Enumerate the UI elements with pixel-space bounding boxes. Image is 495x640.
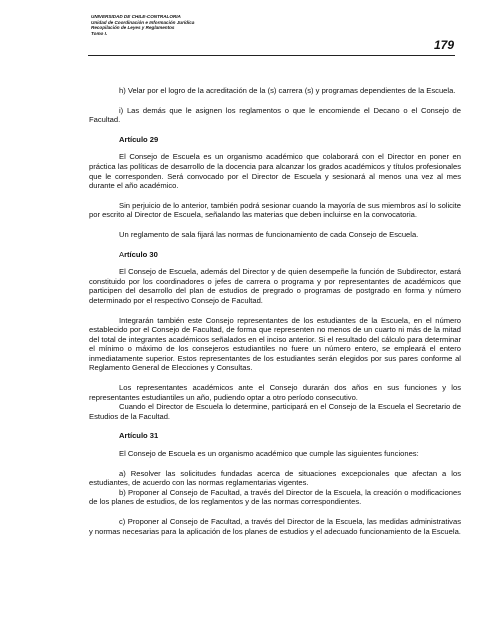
page-number: 179 [433, 38, 454, 52]
header-volume: Tomo I. [91, 30, 108, 36]
document-body [89, 86, 461, 546]
paragraph-c: c) Proponer al Consejo de Facultad, a través del Director de la Escuela, las medidas administrativas y normas necesarias para la aplicación de los planes de estudios y el adecuado funcionamiento de la Escuela. [89, 517, 461, 536]
paragraph: El Consejo de Escuela, además del Director y de quien desempeñe la función de Subdirector, estará constituido por los coordinadores o jefes de carrera o programa y por representantes de académicos que participen del desarrollo del plan de estudios de pregrado o programas de postgrado en forma y número determinado por el respectivo Consejo de Facultad. [89, 267, 461, 305]
header-rule [88, 55, 455, 56]
paragraph: Sin perjuicio de lo anterior, también podrá sesionar cuando la mayoría de sus miembros así lo solicite por escrito al Director de Escuela, señalando las materias que deben incluirse en la convocatoria. [89, 200, 461, 220]
running-header [91, 14, 194, 36]
paragraph: El Consejo de Escuela es un organismo académico que colaborará con el Director en poner en práctica las políticas de desarrollo de la docencia para alcanzar los grados académicos y títulos profesionales que le corresponden. Será convocado por el Director de Escuela y sesionará al menos una vez al mes durante el año académico. [89, 152, 461, 191]
paragraph-b: b) Proponer al Consejo de Facultad, a través del Director de la Escuela, la creación o modificaciones de los planes de estudios, de los reglamentos y de las normas correspondientes. [89, 487, 461, 507]
paragraph: Un reglamento de sala fijará las normas de funcionamiento de cada Consejo de Escuela. [119, 229, 419, 239]
header-unit: Unidad de Coordinación e Información Jurídica [91, 19, 195, 25]
paragraph-a: a) Resolver las solicitudes fundadas acerca de situaciones excepcionales que afectan a los estudiantes, de acuerdo con las normas reglamentarias vigentes. [89, 468, 461, 488]
header-collection: Recopilación de Leyes y Reglamentos [91, 25, 175, 31]
paragraph-h: h) Velar por el logro de la acreditación de la (s) carrera (s) y programas dependientes de la Escuela. [119, 86, 456, 95]
paragraph: El Consejo de Escuela es un organismo académico que cumple las siguientes funciones: [119, 449, 419, 459]
header-institution: UNIVERSIDAD DE CHILE-CONTRALORIA [91, 14, 181, 19]
paragraph: Cuando el Director de Escuela lo determine, participará en el Consejo de la Escuela el Secretario de Estudios de la Facultad. [89, 402, 461, 421]
paragraph: Integrarán también este Consejo representantes de los estudiantes de la Escuela, en el número establecido por el Consejo de Facultad, de forma que representen no menos de un cuarto ni más de la mitad del total de integrantes académicos señalados en el inciso anterior. Si el resultado del cálculo para determinar el mínimo o máximo de los consejeros estudiantiles no fuere un número entero, se empleará el entero inmediatamente superior. Estos representantes de los estudiantes serán elegidos por sus pares conforme al Reglamento General de Elecciones y Consultas. [89, 315, 461, 373]
article-30-initial: A [119, 249, 125, 259]
paragraph: Los representantes académicos ante el Consejo durarán dos años en sus funciones y los representantes estudiantiles un año, pudiendo optar a otro período consecutivo. [89, 383, 461, 402]
article-30-heading [89, 250, 461, 260]
article-31-heading: Artículo 31 [119, 431, 159, 441]
paragraph-i: i) Las demás que le asignen los reglamentos o que le encomiende el Decano o el Consejo de Facultad. [89, 105, 461, 125]
article-30-rest: rtículo 30 [124, 249, 158, 259]
article-29-heading: Artículo 29 [119, 134, 159, 144]
